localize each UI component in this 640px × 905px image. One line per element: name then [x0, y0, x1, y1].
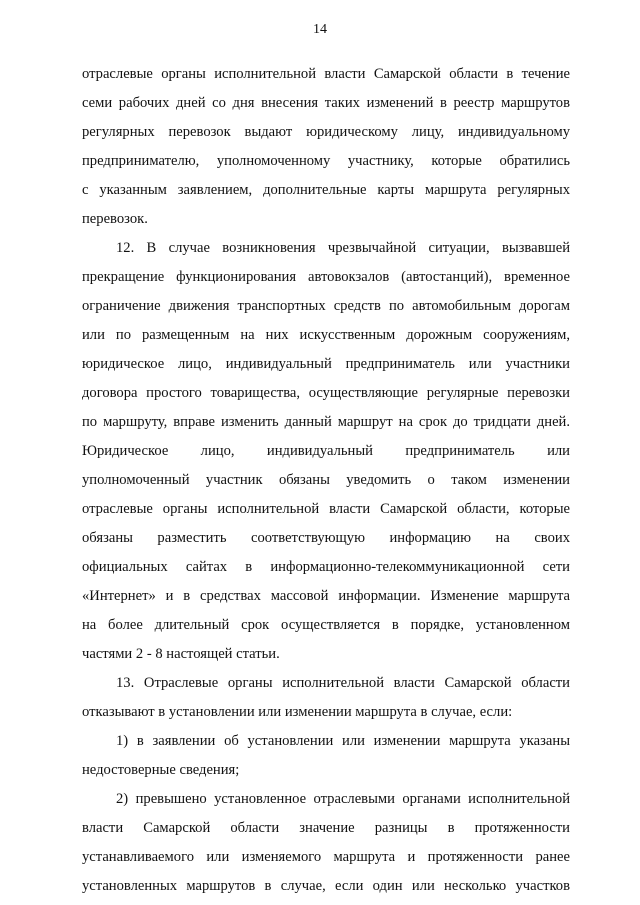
text-line: 13. Отраслевые органы исполнительной власти Самарской области [116, 675, 570, 691]
text-line: установленных маршрутов в случае, если один или несколько участков [82, 878, 570, 894]
text-line: семи рабочих дней со дня внесения таких изменений в реестр маршрутов [82, 95, 570, 111]
text-line: 1) в заявлении об установлении или изменении маршрута указаны [116, 733, 570, 749]
text-line: «Интернет» и в средствах массовой информации. Изменение маршрута [82, 588, 570, 604]
text-line: частями 2 - 8 настоящей статьи. [82, 646, 280, 662]
text-line: недостоверные сведения; [82, 762, 240, 778]
page-number: 14 [313, 22, 327, 37]
text-line: официальных сайтах в информационно-телекоммуникационной сети [82, 559, 570, 575]
text-line: юридическое лицо, индивидуальный предприниматель или участники [82, 356, 570, 372]
text-line: 12. В случае возникновения чрезвычайной ситуации, вызвавшей [116, 240, 570, 256]
text-line: устанавливаемого или изменяемого маршрута и протяженности ранее [82, 849, 570, 865]
text-line: или по размещенным на них искусственным дорожным сооружениям, [82, 327, 570, 343]
text-line: регулярных перевозок выдают юридическому лицу, индивидуальному [82, 124, 570, 140]
text-line: перевозок. [82, 211, 148, 227]
text-line: договора простого товарищества, осуществляющие регулярные перевозки [82, 385, 570, 401]
text-line: Юридическое лицо, индивидуальный предприниматель или [82, 443, 570, 459]
text-line: уполномоченный участник обязаны уведомить о таком изменении [82, 472, 570, 488]
text-line: по маршруту, вправе изменить данный маршрут на срок до тридцати дней. [82, 414, 570, 430]
text-line: на более длительный срок осуществляется в порядке, установленном [82, 617, 570, 633]
text-line: обязаны разместить соответствующую информацию на своих [82, 530, 570, 546]
text-line: предпринимателю, уполномоченному участнику, которые обратились [82, 153, 570, 169]
text-line: прекращение функционирования автовокзалов (автостанций), временное [82, 269, 570, 285]
text-line: отраслевые органы исполнительной власти Самарской области в течение [82, 66, 570, 82]
text-line: ограничение движения транспортных средств по автомобильным дорогам [82, 298, 570, 314]
document-body [82, 60, 570, 901]
text-line: 2) превышено установленное отраслевыми органами исполнительной [116, 791, 570, 807]
text-line: отраслевые органы исполнительной власти Самарской области, которые [82, 501, 570, 517]
text-line: с указанным заявлением, дополнительные карты маршрута регулярных [82, 182, 570, 198]
text-line: отказывают в установлении или изменении маршрута в случае, если: [82, 704, 513, 720]
text-line: власти Самарской области значение разницы в протяженности [82, 820, 570, 836]
